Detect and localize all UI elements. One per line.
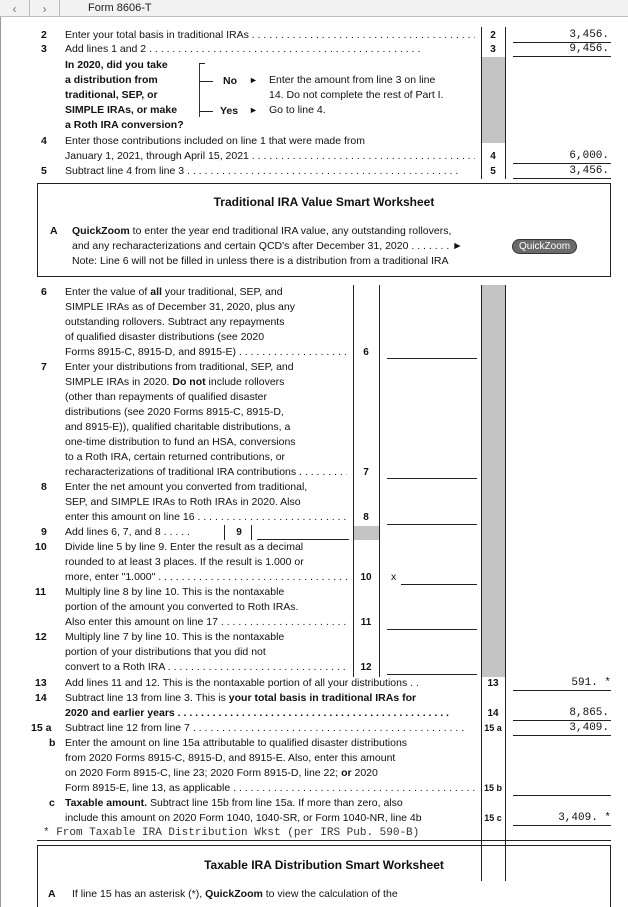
line-number: c xyxy=(49,797,55,809)
line-number: 14 xyxy=(35,692,47,704)
amount-underline xyxy=(513,825,611,826)
line-10-input[interactable] xyxy=(401,584,477,585)
line-box: 3 xyxy=(490,44,496,55)
column-divider xyxy=(379,285,380,677)
line-8-text: Enter the net amount you converted from traditional, xyxy=(65,481,308,493)
line-6-text: SIMPLE IRAs as of December 31, 2020, plus any xyxy=(65,301,295,313)
arrow-right-icon: ► xyxy=(249,75,258,85)
title-bar xyxy=(0,0,628,17)
line-box: 10 xyxy=(360,572,372,583)
line-12-text: portion of your distributions that you did not xyxy=(65,646,266,658)
worksheet-title: Taxable IRA Distribution Smart Worksheet xyxy=(204,858,444,872)
multiply-x: x xyxy=(391,571,397,583)
line-6-text: Forms 8915-C, 8915-D, and 8915-E) . . . xyxy=(65,346,347,359)
line-number: 9 xyxy=(41,526,47,538)
bracket-line xyxy=(199,63,200,117)
worksheet-letter: A xyxy=(50,225,58,237)
line-12-text: Multiply line 7 by line 10. This is the nontaxable xyxy=(65,631,285,643)
line-number: 3 xyxy=(41,43,47,55)
amount-underline xyxy=(513,720,611,721)
line-15a-text: Subtract line 12 from line 7 . . . xyxy=(65,722,475,735)
line-4-text: January 1, 2021, through April 15, 2021 . . . xyxy=(65,150,475,163)
line-number: 10 xyxy=(35,541,47,553)
line-number: 7 xyxy=(41,361,47,373)
shaded-column xyxy=(481,285,505,677)
line-box: 5 xyxy=(490,166,496,177)
line-12-text: convert to a Roth IRA . . . xyxy=(65,661,347,674)
amount-underline xyxy=(513,690,611,691)
line-box: 14 xyxy=(487,708,499,719)
worksheet-text: and any recharacterizations and certain QCD's after December 31, 2020 . . . . . . . ► xyxy=(72,240,463,252)
line-3-amount[interactable]: 9,456. xyxy=(569,43,609,55)
question-line: SIMPLE IRAs, or make xyxy=(65,104,178,116)
line-10-text: more, enter "1.000" . . . xyxy=(65,571,347,584)
taxable-ira-distribution-smart-worksheet xyxy=(37,845,611,907)
shaded-cell xyxy=(354,526,379,540)
line-box: 15 a xyxy=(484,723,502,733)
line-box: 15 c xyxy=(484,813,502,823)
line-4-text: Enter those contributions included on line 1 that were made from xyxy=(65,135,366,147)
line-15a-amount[interactable]: 3,409. xyxy=(569,722,609,734)
line-number: 6 xyxy=(41,286,47,298)
line-7-text: Enter your distributions from traditional, SEP, and xyxy=(65,361,294,373)
line-14-amount[interactable]: 8,865. xyxy=(569,707,609,719)
line-9-text: Add lines 6, 7, and 8 . . . . . xyxy=(65,526,190,538)
line-7-text: distributions (see 2020 Forms 8915-C, 8915-D, xyxy=(65,406,284,418)
line-15b-text: Form 8915-E, line 13, as applicable . . . xyxy=(65,782,475,795)
column-divider xyxy=(505,27,506,179)
line-15c-text: Taxable amount. Subtract line 15b from line 15a. If more than zero, also xyxy=(65,797,403,809)
form-content xyxy=(0,17,628,907)
line-box: 2 xyxy=(490,30,496,41)
amount-underline xyxy=(513,735,611,736)
line-box: 8 xyxy=(363,512,369,523)
column-divider xyxy=(481,285,482,881)
worksheet-text: QuickZoom to enter the year end traditional IRA value, any outstanding rollovers, xyxy=(72,225,452,237)
amount-underline xyxy=(513,56,611,57)
line-14-text: 2020 and earlier years . . . xyxy=(65,707,475,720)
line-box: 11 xyxy=(360,617,372,628)
line-7-text: (other than repayments of qualified disaster xyxy=(65,391,267,403)
line-7-text: to a Roth IRA, certain returned contributions, or xyxy=(65,451,286,463)
line-10-text: Divide line 5 by line 9. Enter the result as a decimal xyxy=(65,541,304,553)
arrow-right-icon: ► xyxy=(249,105,258,115)
line-number: b xyxy=(49,737,56,749)
line-14-text: Subtract line 13 from line 3. This is your total basis in traditional IRAs for xyxy=(65,692,417,704)
line-5-text: Subtract line 4 from line 3 . . . xyxy=(65,165,475,178)
line-11-text: Also enter this amount on line 17 . . . xyxy=(65,616,347,629)
chevron-left-icon: ‹ xyxy=(12,1,17,16)
line-8-text: SEP, and SIMPLE IRAs to Roth IRAs in 2020. Also xyxy=(65,496,301,508)
line-box: 9 xyxy=(236,527,242,538)
no-text: Enter the amount from line 3 on line xyxy=(269,74,436,86)
line-13-text: Add lines 11 and 12. This is the nontaxable portion of all your distributions . . xyxy=(65,677,419,689)
line-number: 12 xyxy=(35,631,47,643)
line-box: 7 xyxy=(363,467,369,478)
amount-underline xyxy=(513,163,611,164)
line-7-text: SIMPLE IRAs in 2020. Do not include rollovers xyxy=(65,376,285,388)
line-15b-text: Enter the amount on line 15a attributable to qualified disaster distributions xyxy=(65,737,408,749)
line-11-text: Multiply line 8 by line 10. This is the nontaxable xyxy=(65,586,285,598)
line-box: 12 xyxy=(360,662,372,673)
amount-underline xyxy=(513,178,611,179)
no-label: No xyxy=(223,75,237,87)
bracket-line xyxy=(199,81,213,82)
line-5-amount[interactable]: 3,456. xyxy=(569,165,609,177)
line-6-text: outstanding rollovers. Subtract any repayments xyxy=(65,316,285,328)
column-divider xyxy=(505,285,506,881)
traditional-ira-value-smart-worksheet xyxy=(37,183,611,277)
line-4-amount[interactable]: 6,000. xyxy=(569,150,609,162)
question-line: a distribution from xyxy=(65,74,158,86)
form-title: Form 8606-T xyxy=(88,2,152,14)
column-divider xyxy=(353,285,354,677)
line-6-text: of qualified disaster distributions (see 2020 xyxy=(65,331,265,343)
forward-button[interactable] xyxy=(30,0,60,17)
line-number: 2 xyxy=(41,29,47,41)
section-divider xyxy=(37,840,611,841)
line-15b-text: on 2020 Form 8915-C, line 23; 2020 Form 8915-D, line 22; or 2020 xyxy=(65,767,378,779)
line-6-input[interactable] xyxy=(387,358,477,359)
line-9-input[interactable] xyxy=(257,539,349,540)
line-2-text: Enter your total basis in traditional IRAs . . . xyxy=(65,29,475,42)
line-number: 8 xyxy=(41,481,47,493)
chevron-right-icon: › xyxy=(42,1,47,16)
line-6-text: Enter the value of all your traditional, SEP, and xyxy=(65,286,283,298)
bracket-line xyxy=(199,63,205,64)
line-box: 6 xyxy=(363,347,369,358)
line-box: 15 b xyxy=(483,783,502,793)
line-15b-text: from 2020 Forms 8915-C, 8915-D, and 8915-E. Also, enter this amount xyxy=(65,752,396,764)
line-2-amount[interactable]: 3,456. xyxy=(569,29,609,41)
line-12-input[interactable] xyxy=(387,674,477,675)
line-number: 5 xyxy=(41,165,47,177)
line-11-input[interactable] xyxy=(387,629,477,630)
line-15c-amount[interactable]: 3,409. * xyxy=(558,812,611,824)
worksheet-title: Traditional IRA Value Smart Worksheet xyxy=(213,195,435,209)
line-15b-input[interactable] xyxy=(513,795,611,796)
line-number: 4 xyxy=(41,135,47,147)
line-8-input[interactable] xyxy=(387,524,477,525)
line-7-text: and 8915-E)), qualified charitable distributions, a xyxy=(65,421,291,433)
line-10-text: rounded to at least 3 places. If the result is 1.000 or xyxy=(65,556,304,568)
line-box: 13 xyxy=(487,678,499,689)
column-divider xyxy=(481,27,482,179)
line-number: 13 xyxy=(35,677,47,689)
worksheet-letter: A xyxy=(48,888,56,900)
line-number: 15 a xyxy=(31,722,52,734)
bracket-line xyxy=(199,111,213,112)
line-box: 4 xyxy=(490,151,496,162)
line-13-amount[interactable]: 591. * xyxy=(571,677,611,689)
no-text: 14. Do not complete the rest of Part I. xyxy=(269,89,444,101)
worksheet-text: If line 15 has an asterisk (*), QuickZoom to view the calculation of the xyxy=(72,888,398,900)
back-button[interactable] xyxy=(0,0,30,17)
footnote: * From Taxable IRA Distribution Wkst (per IRS Pub. 590-B) xyxy=(43,827,420,839)
question-line: a Roth IRA conversion? xyxy=(65,119,184,131)
line-7-text: recharacterizations of traditional IRA contributions . . . xyxy=(65,466,347,479)
line-7-text: one-time distribution to fund an HSA, conversions xyxy=(65,436,296,448)
question-line: In 2020, did you take xyxy=(65,59,168,71)
line-number: 11 xyxy=(35,586,47,598)
shaded-column xyxy=(481,57,505,143)
line-3-text: Add lines 1 and 2 . . . xyxy=(65,43,475,56)
yes-text: Go to line 4. xyxy=(269,104,326,116)
column-divider xyxy=(224,525,225,540)
line-7-input[interactable] xyxy=(387,478,477,479)
quickzoom-button[interactable]: QuickZoom xyxy=(512,239,577,254)
question-line: traditional, SEP, or xyxy=(65,89,158,101)
line-15c-text: include this amount on 2020 Form 1040, 1040-SR, or Form 1040-NR, line 4b xyxy=(65,812,422,824)
yes-label: Yes xyxy=(220,105,239,117)
worksheet-note: Note: Line 6 will not be filled in unless there is a distribution from a traditional IRA xyxy=(72,255,449,267)
line-8-text: enter this amount on line 16 . . . xyxy=(65,511,347,524)
line-11-text: portion of the amount you converted to Roth IRAs. xyxy=(65,601,299,613)
column-divider xyxy=(251,525,252,540)
